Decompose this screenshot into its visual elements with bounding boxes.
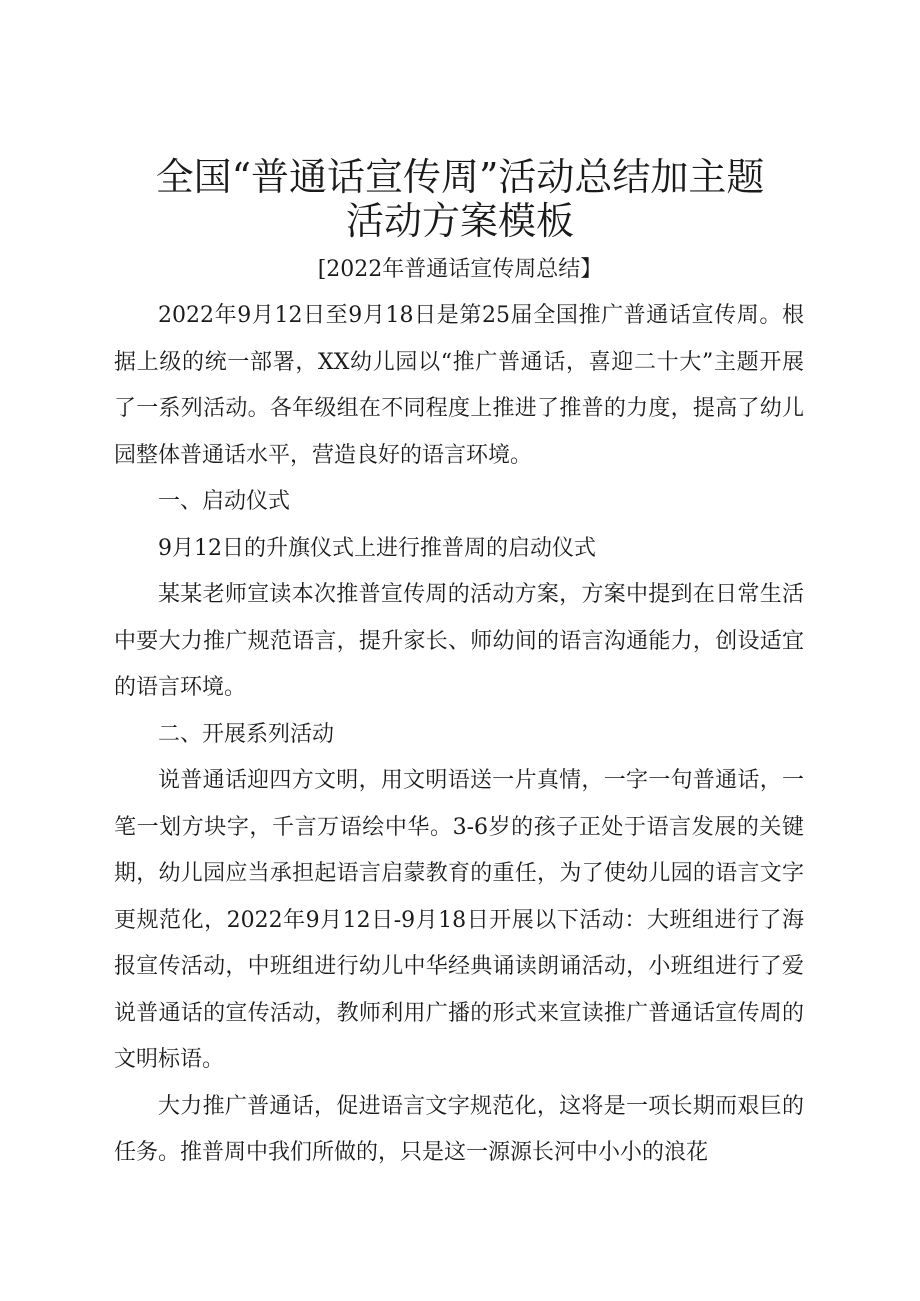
paragraph: 说普通话迎四方文明，用文明语送一片真情，一字一句普通话，一笔一划方块字，千言万语绘中华。3-6岁的孩子正处于语言发展的关键期，幼儿园应当承担起语言启蒙教育的重任，为了使幼儿园的语言文字更规范化，2022年9月12日-9月18日开展以下活动：大班组进行了海报宣传活动，中班组进行幼儿中华经典诵读朗诵活动，小班组进行了爱说普通话的宣传活动，教师利用广播的形式来宣读推广普通话宣传周的文明标语。 xyxy=(114,768,804,1072)
document-body xyxy=(114,293,804,1177)
paragraph: 大力推广普通话，促进语言文字规范化，这将是一项长期而艰巨的任务。推普周中我们所做的，只是这一源源长河中小小的浪花 xyxy=(114,1093,804,1165)
section-heading-launch: 一、启动仪式 xyxy=(158,489,291,514)
intro-paragraph: 2022年9月12日至9月18日是第25届全国推广普通话宣传周。根据上级的统一部署，XX幼儿园以“推广普通话，喜迎二十大”主题开展了一系列活动。各年级组在不同程度上推进了推普的力度，提高了幼儿园整体普通话水平，营造良好的语言环境。 xyxy=(114,303,804,468)
document-title-line2: 活动方案模板 xyxy=(345,199,574,243)
document-title-line1: 全国“普通话宣传周”活动总结加主题 xyxy=(155,155,765,199)
paragraph: 9月12日的升旗仪式上进行推普周的启动仪式 xyxy=(158,535,596,561)
section-heading-activities: 二、开展系列活动 xyxy=(158,721,335,747)
document-subtitle: [2022年普通话宣传周总结】 xyxy=(317,257,603,282)
paragraph: 某某老师宣读本次推普宣传周的活动方案，方案中提到在日常生活中要大力推广规范语言，提升家长、师幼间的语言沟通能力，创设适宜的语言环境。 xyxy=(114,582,804,700)
